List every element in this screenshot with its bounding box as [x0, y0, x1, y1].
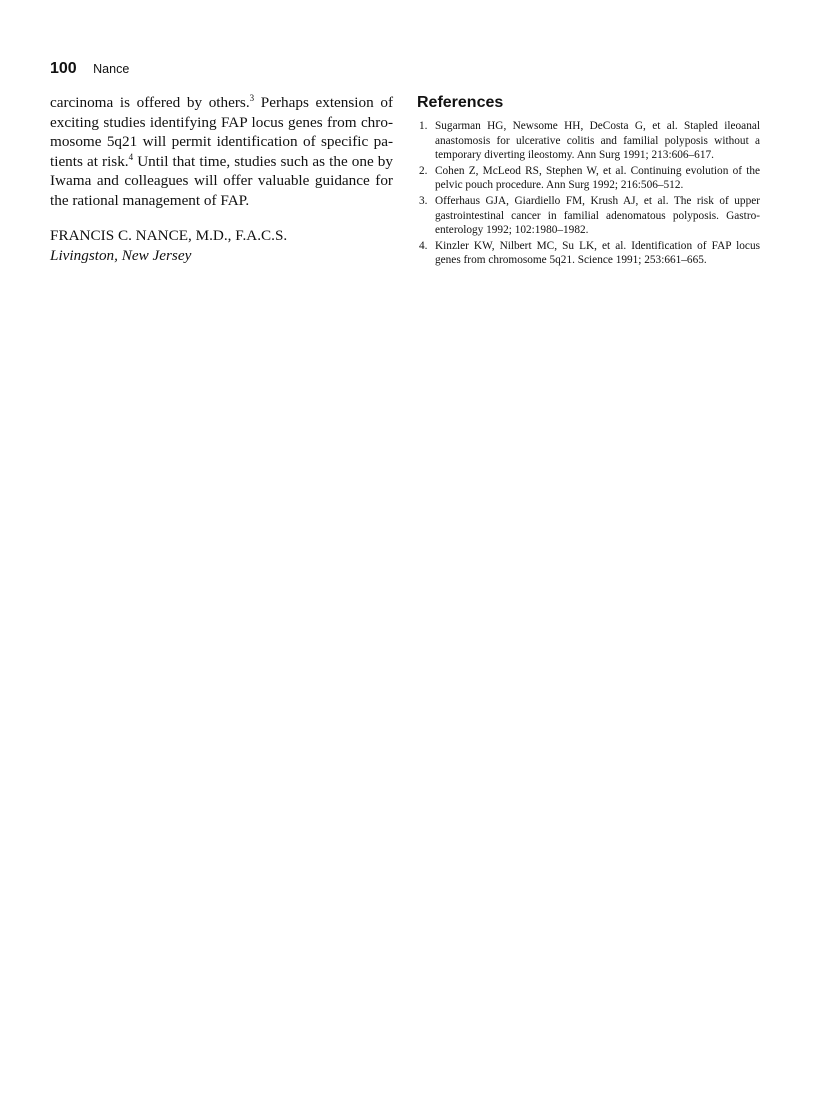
citation-superscript-3: 3: [249, 93, 255, 103]
body-text-2: Perhaps extension of exciting studies identifying FAP locus genes from chromosome 5q21 will permit identification of specific patients at risk.: [50, 94, 393, 170]
body-text-3: Until that time, studies such as the one by Iwama and colleagues will offer valuable guidance for the rational management of FAP.: [50, 152, 393, 209]
reference-item: [417, 239, 760, 268]
references-list: [417, 119, 760, 268]
author-location: Livingston, New Jersey: [50, 246, 192, 264]
reference-text: Kinzler KW, Nilbert MC, Su LK, et al. Identification of FAP locus genes from chromosome 5q21. Science 1991; 253:661–665.: [435, 239, 760, 267]
reference-item: [417, 164, 760, 193]
author-signature: [50, 226, 287, 265]
reference-number: 2.: [419, 164, 428, 177]
reference-text: Cohen Z, McLeod RS, Stephen W, et al. Continuing evolution of the pelvic pouch procedure. Ann Surg 1992; 216:506–512.: [435, 164, 760, 192]
page-header: [50, 60, 129, 78]
reference-text: Offerhaus GJA, Giardiello FM, Krush AJ, et al. The risk of upper gastrointestinal cancer in familial adenomatous polyposis. Gastroenterology 1992; 102:1980–1982.: [435, 194, 760, 237]
citation-superscript-4: 4: [128, 151, 134, 162]
reference-item: [417, 194, 760, 238]
running-head: Nance: [93, 62, 130, 76]
body-text-column: [50, 93, 393, 210]
references-heading: References: [417, 94, 504, 111]
page-number: 100: [50, 60, 77, 77]
body-paragraph: [50, 93, 393, 210]
reference-number: 3.: [419, 194, 428, 207]
author-name: FRANCIS C. NANCE, M.D., F.A.C.S.: [50, 227, 288, 244]
reference-number: 4.: [419, 239, 428, 252]
body-text-1: carcinoma is offered by others.: [50, 94, 250, 111]
references-section: [417, 93, 760, 269]
reference-item: [417, 119, 760, 163]
reference-number: 1.: [419, 120, 428, 132]
reference-text: Sugarman HG, Newsome HH, DeCosta G, et al. Stapled ileoanal anastomosis for ulcerative colitis and familial polyposis without a temporary diverting ileostomy. Ann Surg 1991; 213:606–617.: [435, 120, 760, 162]
